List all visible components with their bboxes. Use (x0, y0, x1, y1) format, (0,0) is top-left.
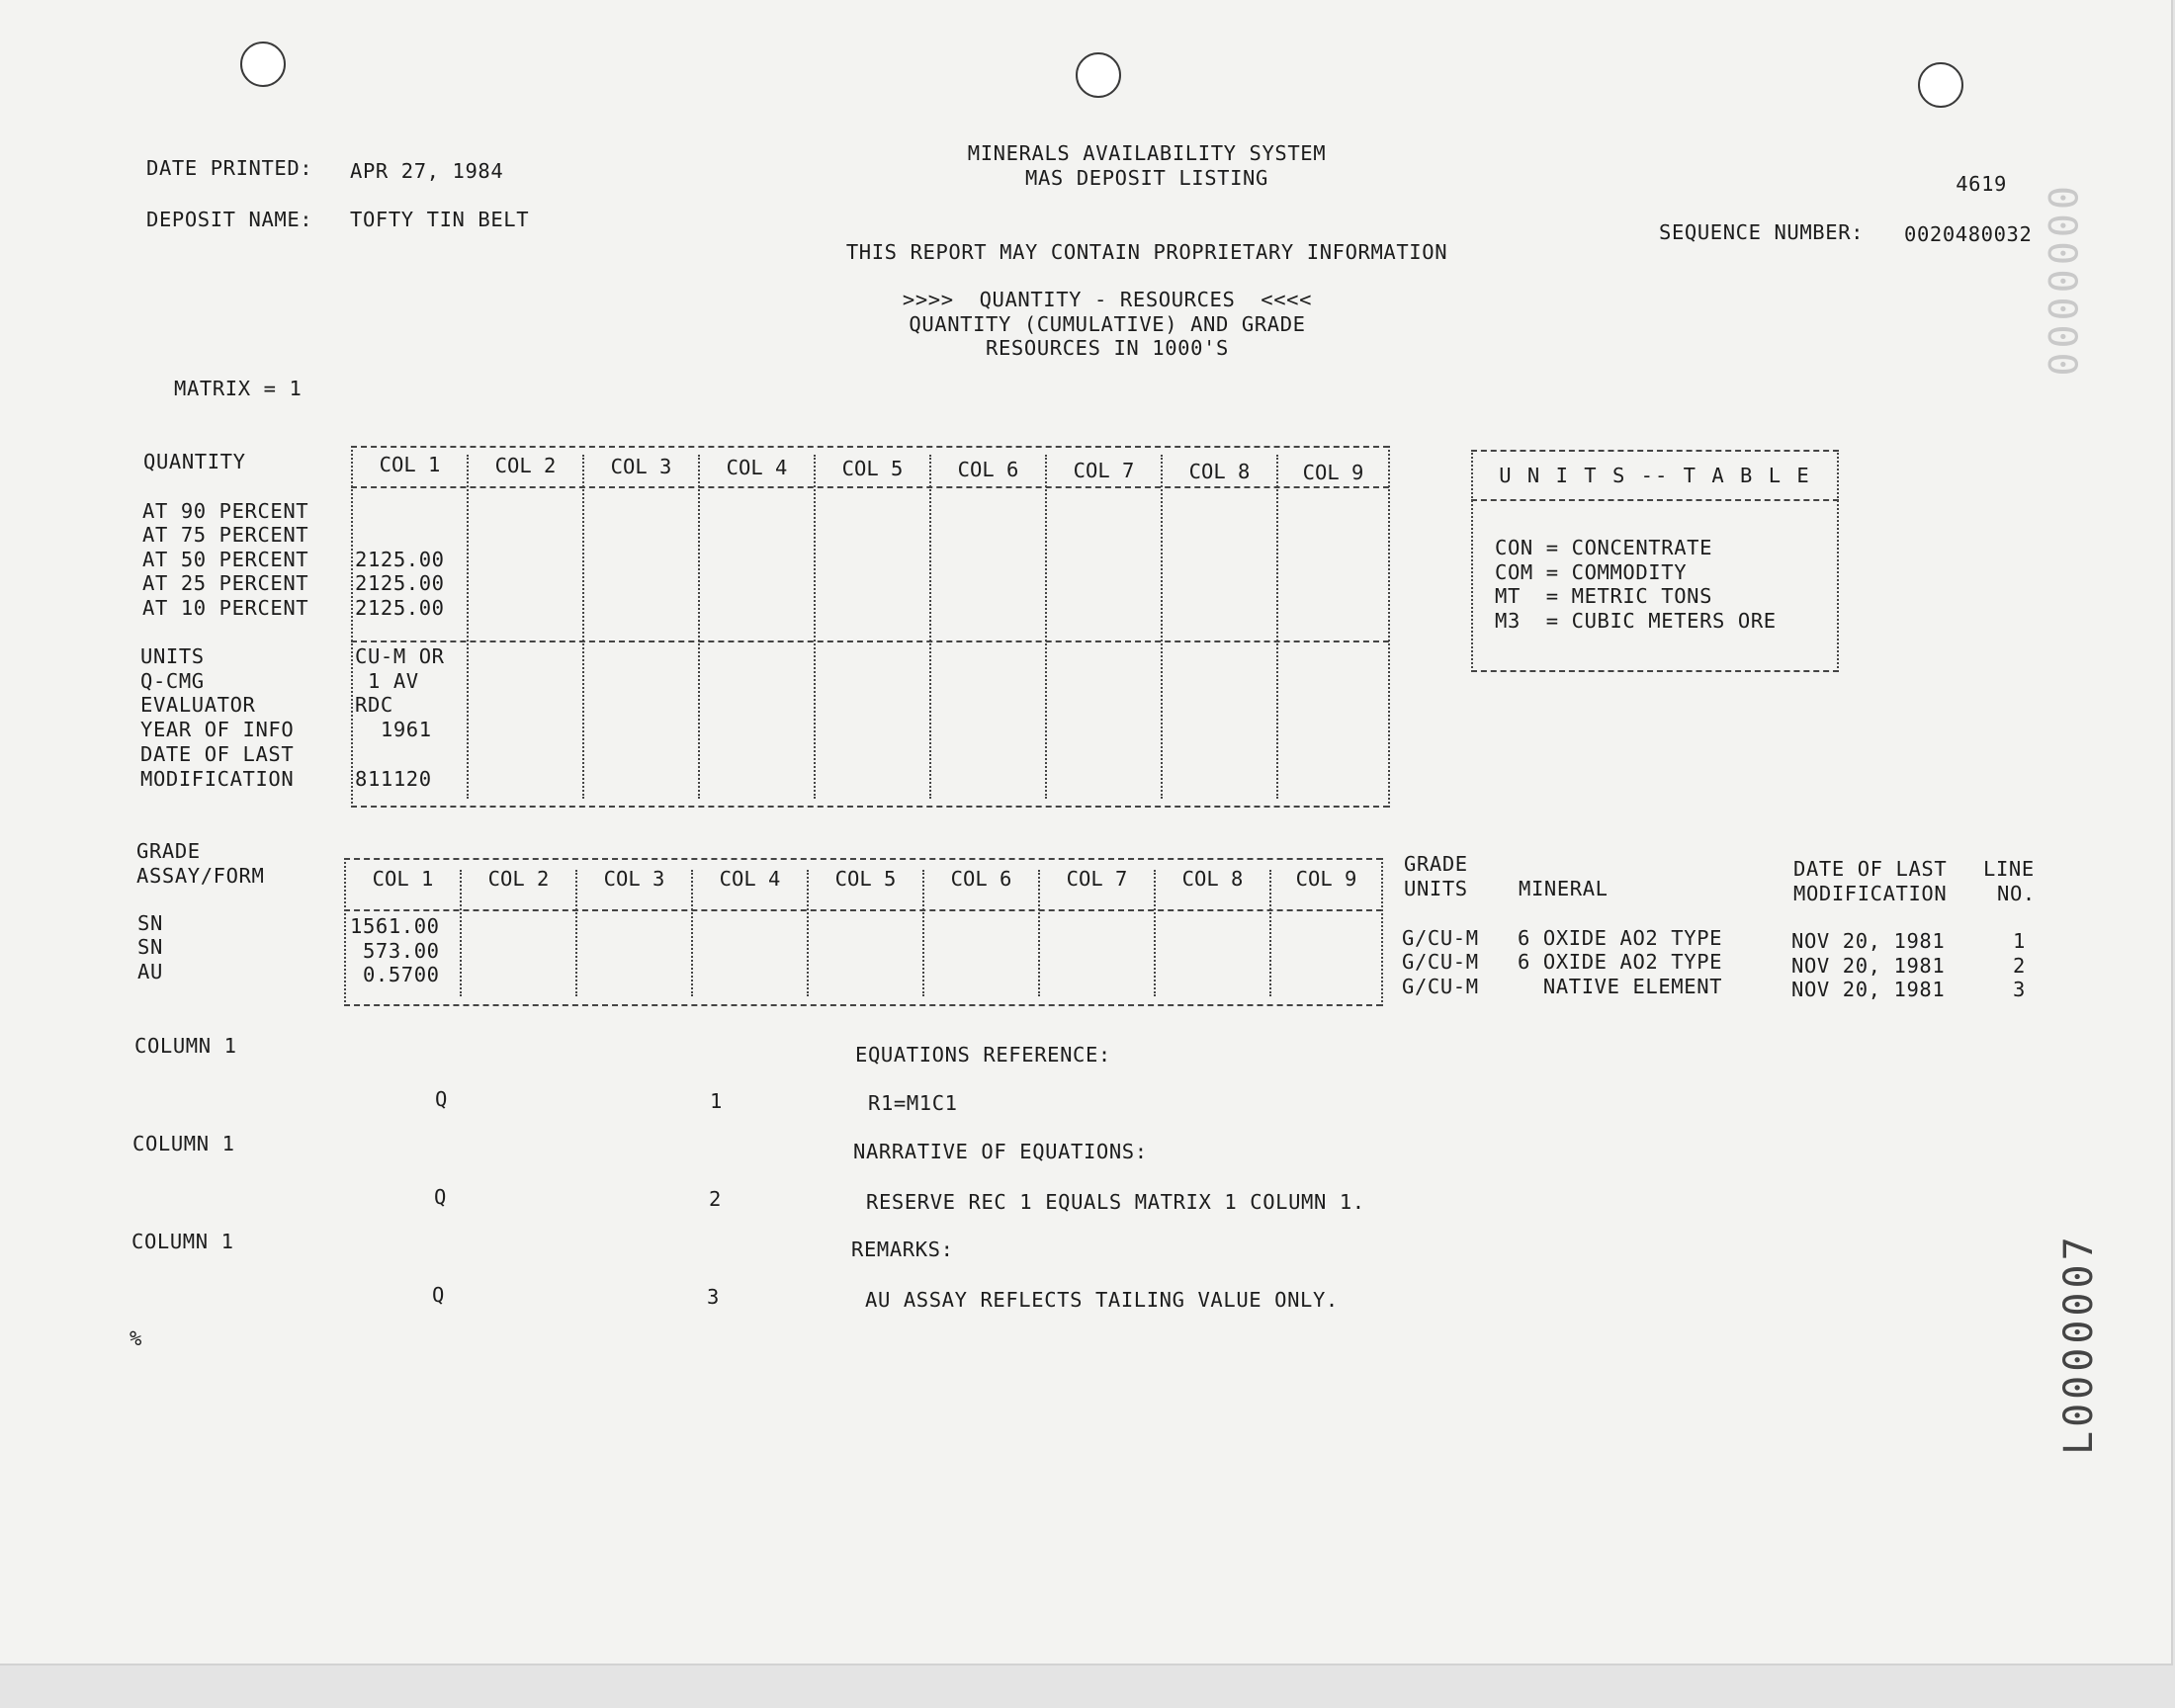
quantity-info-col1: RDC (355, 693, 393, 717)
grade-cell-col1: 0.5700 (350, 963, 440, 986)
quantity-col-header: COL 8 (1188, 460, 1251, 483)
proprietary-notice: THIS REPORT MAY CONTAIN PROPRIETARY INFORMATION (845, 240, 1448, 264)
grade-col-header: COL 9 (1295, 867, 1357, 891)
quantity-col-header: COL 2 (494, 454, 557, 477)
note-heading: NARRATIVE OF EQUATIONS: (853, 1140, 1148, 1163)
quantity-col-line (1045, 455, 1047, 799)
margin-code: L0000007 (2056, 1233, 2102, 1455)
system-title: MINERALS AVAILABILITY SYSTEM (967, 141, 1327, 165)
quantity-cell-col1: 2125.00 (355, 571, 445, 595)
note-column: COLUMN 1 (132, 1132, 235, 1155)
quantity-info-label: MODIFICATION (140, 767, 295, 791)
quantity-col-header: COL 4 (726, 456, 788, 479)
quantity-col-header: COL 5 (841, 457, 904, 480)
sequence-label: SEQUENCE NUMBER: (1659, 220, 1865, 244)
date-last-mod-header-2: MODIFICATION (1793, 882, 1948, 905)
date-printed-label: DATE PRINTED: (146, 156, 313, 180)
quantity-col-header: COL 3 (610, 455, 672, 478)
grade-units-cell: G/CU-M (1402, 975, 1479, 998)
quantity-border-bottom (351, 806, 1389, 808)
quantity-col-line (351, 446, 353, 808)
section-subtitle: QUANTITY (CUMULATIVE) AND GRADE (909, 312, 1306, 336)
matrix-label: MATRIX = 1 (174, 377, 303, 400)
line-no-cell: 3 (2013, 978, 2026, 1001)
deposit-name: TOFTY TIN BELT (350, 208, 530, 231)
section-units: RESOURCES IN 1000'S (986, 336, 1229, 360)
mineral-cell: 6 OXIDE AO2 TYPE (1518, 926, 1723, 950)
mineral-cell: 6 OXIDE AO2 TYPE (1518, 950, 1723, 974)
note-number: 1 (710, 1089, 723, 1113)
listing-title: MAS DEPOSIT LISTING (1025, 166, 1268, 190)
page-number: 4619 (1956, 172, 2007, 196)
grade-border-bottom (344, 1004, 1382, 1006)
line-no-header: LINE (1983, 857, 2035, 881)
grade-col-header: COL 6 (950, 867, 1012, 891)
units-border-top (1471, 450, 1839, 452)
note-column: COLUMN 1 (131, 1230, 234, 1253)
quantity-section-divider (351, 640, 1389, 642)
mineral-cell: NATIVE ELEMENT (1518, 975, 1723, 998)
note-code: Q (434, 1185, 447, 1209)
grade-col-header: COL 8 (1181, 867, 1244, 891)
mineral-header: MINERAL (1519, 877, 1609, 900)
quantity-row-label: AT 25 PERCENT (142, 571, 309, 595)
quantity-col-line (582, 455, 584, 799)
grade-border-top (344, 858, 1382, 860)
quantity-col-header: COL 9 (1302, 461, 1364, 484)
note-number: 2 (709, 1187, 722, 1211)
grade-col-header: COL 2 (487, 867, 550, 891)
line-no-header-2: NO. (1997, 882, 2036, 905)
grade-col-header: COL 5 (834, 867, 897, 891)
quantity-info-col1: 1 AV (355, 669, 419, 693)
quantity-cell-col1: 2125.00 (355, 548, 445, 571)
note-code: Q (435, 1087, 448, 1111)
note-column: COLUMN 1 (134, 1034, 237, 1058)
units-title: U N I T S -- T A B L E (1499, 464, 1811, 487)
line-no-cell: 1 (2013, 929, 2026, 953)
margin-code-faint: 0000000 (2039, 186, 2084, 381)
grade-header-divider (344, 909, 1382, 911)
quantity-info-label: EVALUATOR (140, 693, 256, 717)
grade-row-label: SN (137, 935, 163, 959)
note-heading: REMARKS: (851, 1238, 954, 1261)
grade-cell-col1: 1561.00 (350, 914, 440, 938)
line-no-cell: 2 (2013, 954, 2026, 978)
date-printed: APR 27, 1984 (350, 159, 504, 183)
units-entry: M3 = CUBIC METERS ORE (1495, 609, 1777, 633)
quantity-header-divider (351, 486, 1389, 488)
units-border-bottom (1471, 670, 1839, 672)
note-number: 3 (707, 1285, 720, 1309)
units-header-divider (1471, 499, 1839, 501)
grade-row-label: SN (137, 911, 163, 935)
binder-hole (1918, 62, 1963, 108)
quantity-row-label: AT 50 PERCENT (142, 548, 309, 571)
units-entry: COM = COMMODITY (1495, 560, 1688, 584)
grade-title-2: ASSAY/FORM (136, 864, 265, 888)
grade-col-header: COL 3 (603, 867, 665, 891)
grade-col-header: COL 7 (1066, 867, 1128, 891)
date-last-mod-header: DATE OF LAST (1793, 857, 1948, 881)
quantity-info-label: UNITS (140, 644, 205, 668)
quantity-col-line (929, 455, 931, 799)
units-entry: CON = CONCENTRATE (1495, 536, 1713, 559)
grade-title: GRADE (136, 839, 201, 863)
quantity-info-col1: 811120 (355, 767, 432, 791)
quantity-info-label: YEAR OF INFO (140, 718, 295, 741)
quantity-info-label: Q-CMG (140, 669, 205, 693)
grade-cell-col1: 573.00 (350, 939, 440, 963)
binder-hole (1076, 52, 1121, 98)
units-border-right (1837, 450, 1839, 672)
quantity-info-col1: CU-M OR (355, 644, 445, 668)
note-text: RESERVE REC 1 EQUALS MATRIX 1 COLUMN 1. (866, 1190, 1365, 1214)
quantity-row-label: AT 10 PERCENT (142, 596, 309, 620)
quantity-cell-col1: 2125.00 (355, 596, 445, 620)
grade-units-cell: G/CU-M (1402, 926, 1479, 950)
note-text: R1=M1C1 (868, 1091, 958, 1115)
grade-row-label: AU (137, 960, 163, 983)
sequence-number: 0020480032 (1904, 222, 2033, 246)
quantity-info-label: DATE OF LAST (140, 742, 295, 766)
note-text: AU ASSAY REFLECTS TAILING VALUE ONLY. (865, 1288, 1339, 1312)
quantity-col-line (698, 455, 700, 799)
grade-col-header: COL 4 (719, 867, 781, 891)
grade-units-header: GRADE (1404, 852, 1468, 876)
section-title: >>>> QUANTITY - RESOURCES <<<< (902, 288, 1313, 311)
quantity-col-line (814, 455, 816, 799)
quantity-col-header: COL 1 (379, 453, 441, 476)
grade-units-cell: G/CU-M (1402, 950, 1479, 974)
quantity-row-label: AT 75 PERCENT (142, 523, 309, 547)
quantity-info-col1: 1961 (355, 718, 432, 741)
deposit-name-label: DEPOSIT NAME: (146, 208, 313, 231)
binder-hole (240, 42, 286, 87)
note-code: Q (432, 1283, 445, 1307)
date-last-mod-cell: NOV 20, 1981 (1791, 954, 1946, 978)
quantity-col-line (1388, 446, 1390, 808)
quantity-border-top (351, 446, 1389, 448)
quantity-row-label: AT 90 PERCENT (142, 499, 309, 523)
quantity-col-header: COL 6 (957, 458, 1019, 481)
quantity-title: QUANTITY (143, 450, 246, 473)
quantity-col-line (1161, 455, 1163, 799)
date-last-mod-cell: NOV 20, 1981 (1791, 929, 1946, 953)
footer-mark: % (130, 1326, 142, 1350)
quantity-col-header: COL 7 (1073, 459, 1135, 482)
quantity-col-line (467, 455, 469, 799)
grade-col-line (1381, 858, 1383, 1006)
grade-units-header-2: UNITS (1404, 877, 1468, 900)
date-last-mod-cell: NOV 20, 1981 (1791, 978, 1946, 1001)
note-heading: EQUATIONS REFERENCE: (855, 1043, 1111, 1067)
quantity-col-line (1276, 455, 1278, 799)
grade-col-header: COL 1 (372, 867, 434, 891)
units-entry: MT = METRIC TONS (1495, 584, 1713, 608)
